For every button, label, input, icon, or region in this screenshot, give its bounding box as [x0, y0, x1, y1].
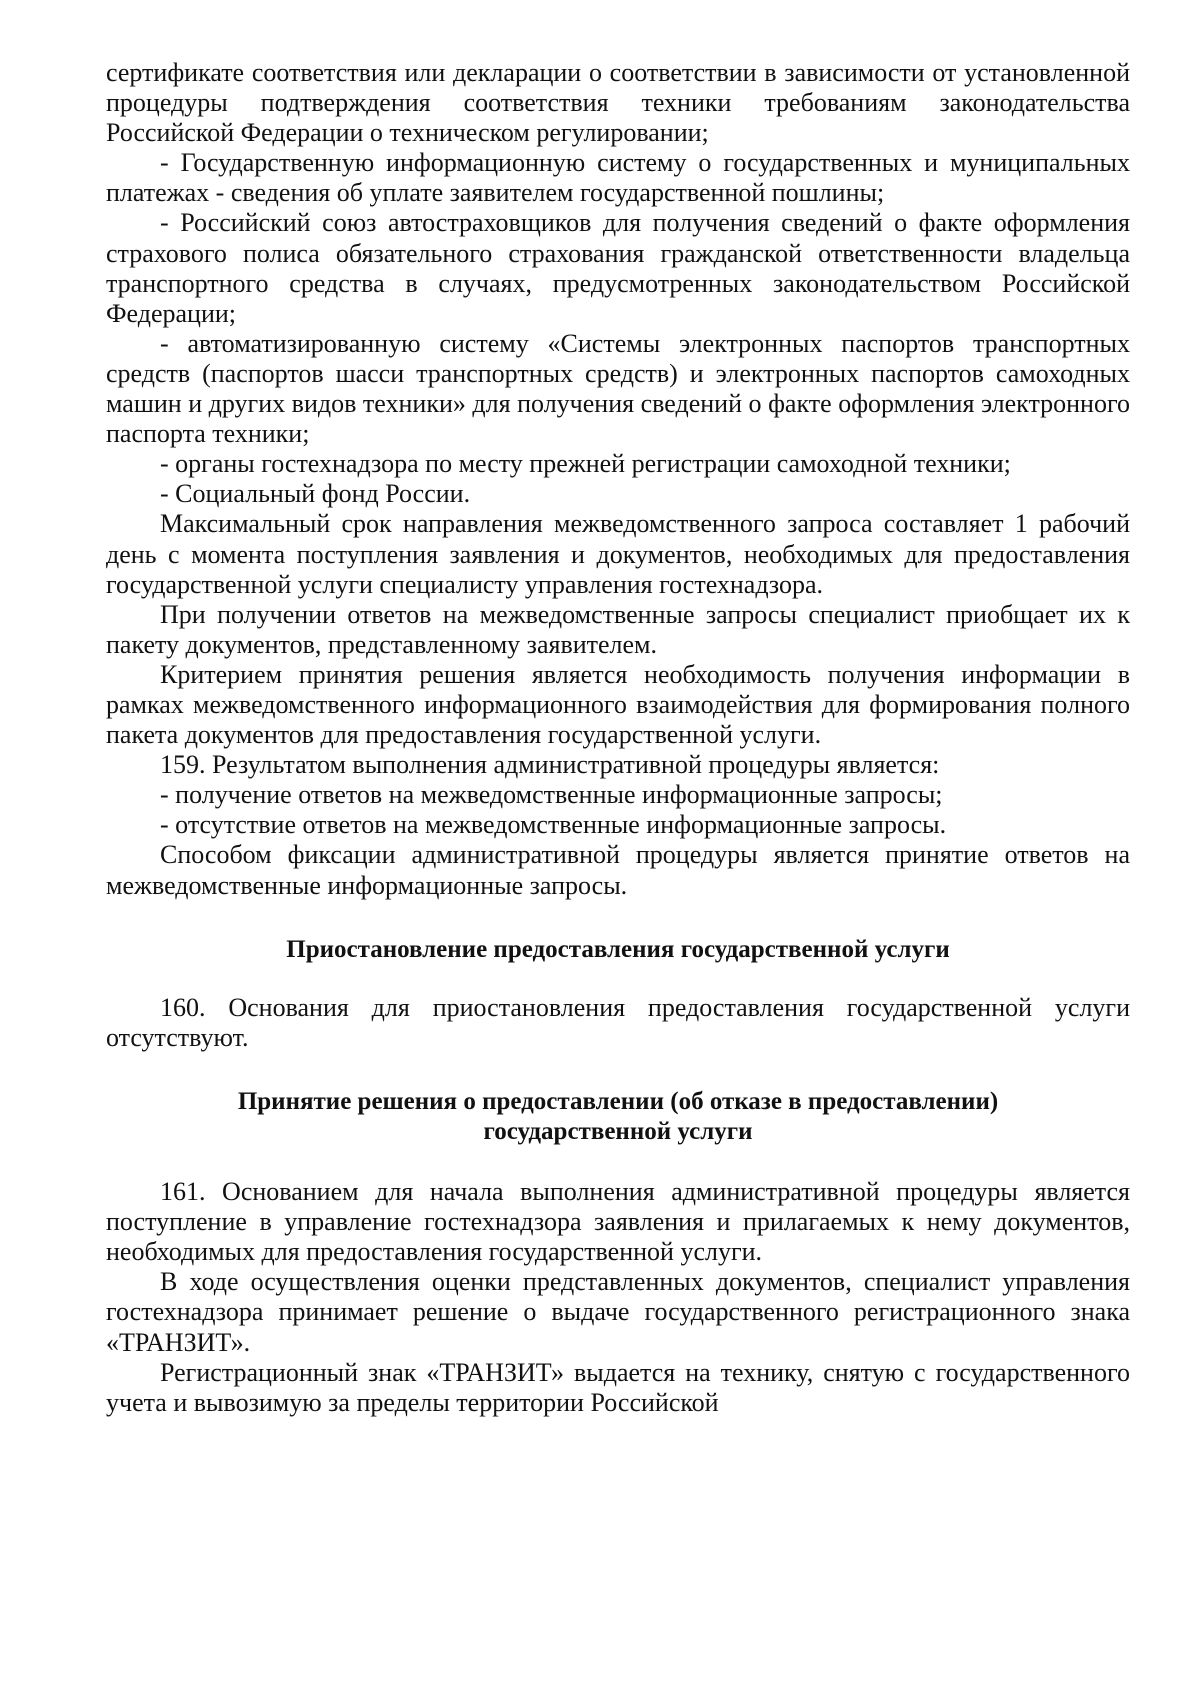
paragraph-max-request-term: Максимальный срок направления межведомственного запроса составляет 1 рабочий день с момента поступления заявления и документов, необходимых для предоставления государственной услуги специалисту управления гостехнадзора. [106, 509, 1130, 599]
paragraph-fixation-method: Способом фиксации административной процедуры является принятие ответов на межведомственные информационные запросы. [106, 840, 1130, 900]
paragraph-160-suspension-grounds: 160. Основания для приостановления предоставления государственной услуги отсутствуют. [106, 992, 1130, 1052]
list-item-insurers-union: - Российский союз автостраховщиков для получения сведений о факте оформления страхового полиса обязательного страхования гражданской ответственности владельца транспортного средства в случаях, предусмотренных законодательством Российской Федерации; [106, 208, 1130, 328]
section-heading-decision-line2: государственной услуги [483, 1118, 753, 1145]
list-item-e-passport-system: - автоматизированную систему «Системы электронных паспортов транспортных средств (паспортов шасси транспортных средств) и электронных паспортов самоходных машин и других видов техники» для получения сведений о факте оформления электронного паспорта техники; [106, 328, 1130, 449]
paragraph-159-result: 159. Результатом выполнения административной процедуры является: [160, 750, 940, 780]
paragraph-transit-sign: Регистрационный знак «ТРАНЗИТ» выдается на технику, снятую с государственного учета и вывозимую за пределы территории Российской [106, 1357, 1130, 1417]
paragraph-decision-criterion: Критерием принятия решения является необходимость получения информации в рамках межведомственного информационного взаимодействия для формирования полного пакета документов для предоставления государственной услуги. [106, 659, 1130, 750]
list-item-responses-received: - получение ответов на межведомственные информационные запросы; [160, 780, 943, 810]
paragraph-161-grounds: 161. Основанием для начала выполнения административной процедуры является поступление в управление гостехнадзора заявления и прилагаемых к нему документов, необходимых для предоставления государственной услуги. [106, 1177, 1130, 1267]
list-item-responses-absent: - отсутствие ответов на межведомственные информационные запросы. [160, 810, 947, 840]
document-page [106, 58, 1130, 1418]
paragraph-assessment-decision: В ходе осуществления оценки представленных документов, специалист управления гостехнадзора принимает решение о выдаче государственного регистрационного знака «ТРАНЗИТ». [106, 1267, 1130, 1357]
section-heading-decision-line1: Принятие решения о предоставлении (об отказе в предоставлении) [237, 1087, 999, 1115]
list-item-social-fund: - Социальный фонд России. [160, 479, 471, 509]
paragraph-responses-received: При получении ответов на межведомственные запросы специалист приобщает их к пакету документов, представленному заявителем. [106, 599, 1130, 659]
list-item-payments-system: - Государственную информационную систему о государственных и муниципальных платежах - сведения об уплате заявителем государственной пошлины; [106, 148, 1130, 208]
paragraph-certificate: сертификате соответствия или декларации о соответствии в зависимости от установленной процедуры подтверждения соответствия техники требованиям законодательства Российской Федерации о техническом регулировании; [106, 58, 1130, 148]
section-heading-suspension: Приостановление предоставления государственной услуги [286, 935, 950, 963]
list-item-gostekhnadzor-bodies: - органы гостехнадзора по месту прежней регистрации самоходной техники; [160, 449, 1011, 479]
